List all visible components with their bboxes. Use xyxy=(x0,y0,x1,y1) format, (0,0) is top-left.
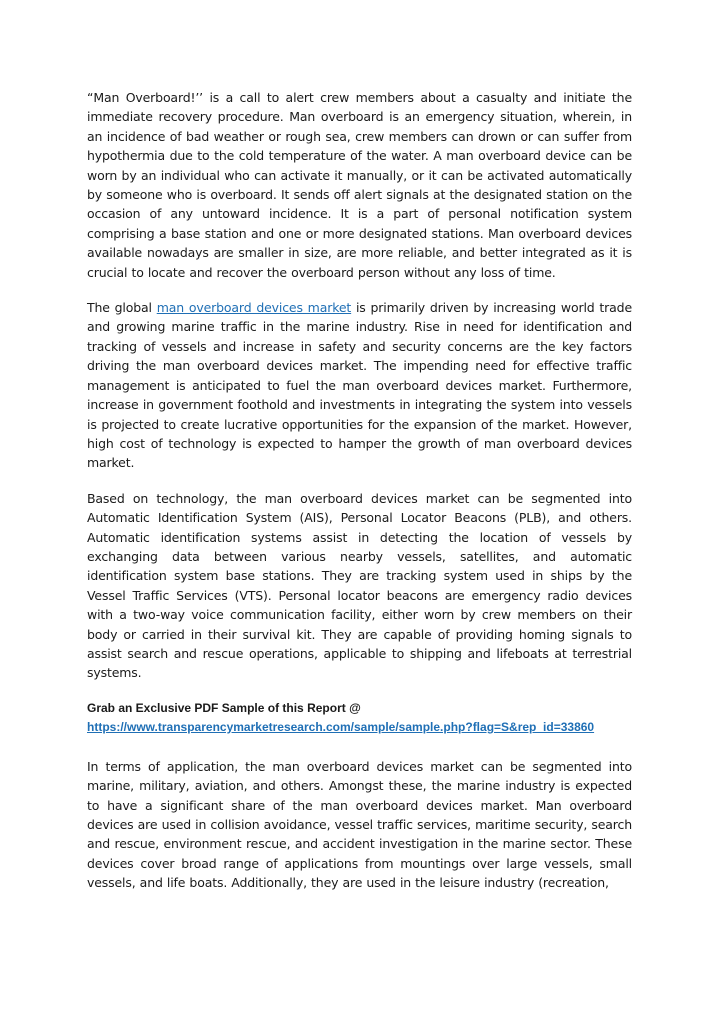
paragraph-market-drivers-body: is primarily driven by increasing world trade and growing marine traffic in the marine industry. Rise in need for identification and tracking of vessels and increase in safety and security concerns are the key factors driving the man overboard devices market. The impending need for effective traffic management is anticipated to fuel the man overboard devices market. Furthermore, increase in government foothold and investments in integrating the system into vessels is projected to create lucrative opportunities for the expansion of the market. However, high cost of technology is expected to hamper the growth of man overboard devices market. xyxy=(87,300,632,471)
sample-report-link[interactable]: https://www.transparencymarketresearch.com/sample/sample.php?flag=S&rep_id=33860 xyxy=(87,719,595,734)
paragraph-application-segments: In terms of application, the man overboard devices market can be segmented into marine, military, aviation, and others. Amongst these, the marine industry is expected to have a significant share of the man overboard devices market. Man overboard devices are used in collision avoidance, vessel traffic services, maritime security, search and rescue, environment rescue, and accident investigation in the marine sector. These devices cover broad range of applications from mountings over large vessels, small vessels, and life boats. Additionally, they are used in the leisure industry (recreation, xyxy=(87,758,632,891)
sample-report-callout xyxy=(87,699,632,737)
market-report-link[interactable]: man overboard devices market xyxy=(156,300,352,316)
sample-report-heading: Grab an Exclusive PDF Sample of this Report @ xyxy=(87,700,361,715)
paragraph-technology-segments: Based on technology, the man overboard devices market can be segmented into Automatic Identification System (AIS), Personal Locator Beacons (PLB), and others. Automatic identification systems assist in detecting the location of vessels by exchanging data between various nearby vessels, satellites, and automatic identification system base stations. They are tracking system used in ships by the Vessel Traffic Services (VTS). Personal locator beacons are emergency radio devices with a two-way voice communication facility, either worn by crew members on their body or carried in their survival kit. They are capable of providing homing signals to assist search and rescue operations, applicable to shipping and lifeboats at terrestrial systems. xyxy=(87,490,632,681)
paragraph-intro: “Man Overboard!’’ is a call to alert crew members about a casualty and initiate the immediate recovery procedure. Man overboard is an emergency situation, wherein, in an incidence of bad weather or rough sea, crew members can drown or can suffer from hypothermia due to the cold temperature of the water. A man overboard device can be worn by an individual who can activate it manually, or it can be activated automatically by someone who is overboard. It sends off alert signals at the designated station on the occasion of any untoward incidence. It is a part of personal notification system comprising a base station and one or more designated stations. Man overboard devices available nowadays are smaller in size, are more reliable, and better integrated as it is crucial to locate and recover the overboard person without any loss of time. xyxy=(87,90,632,280)
paragraph-market-drivers-lead: The global xyxy=(87,300,157,316)
document-page xyxy=(87,88,632,893)
paragraph-market-drivers xyxy=(87,298,632,473)
